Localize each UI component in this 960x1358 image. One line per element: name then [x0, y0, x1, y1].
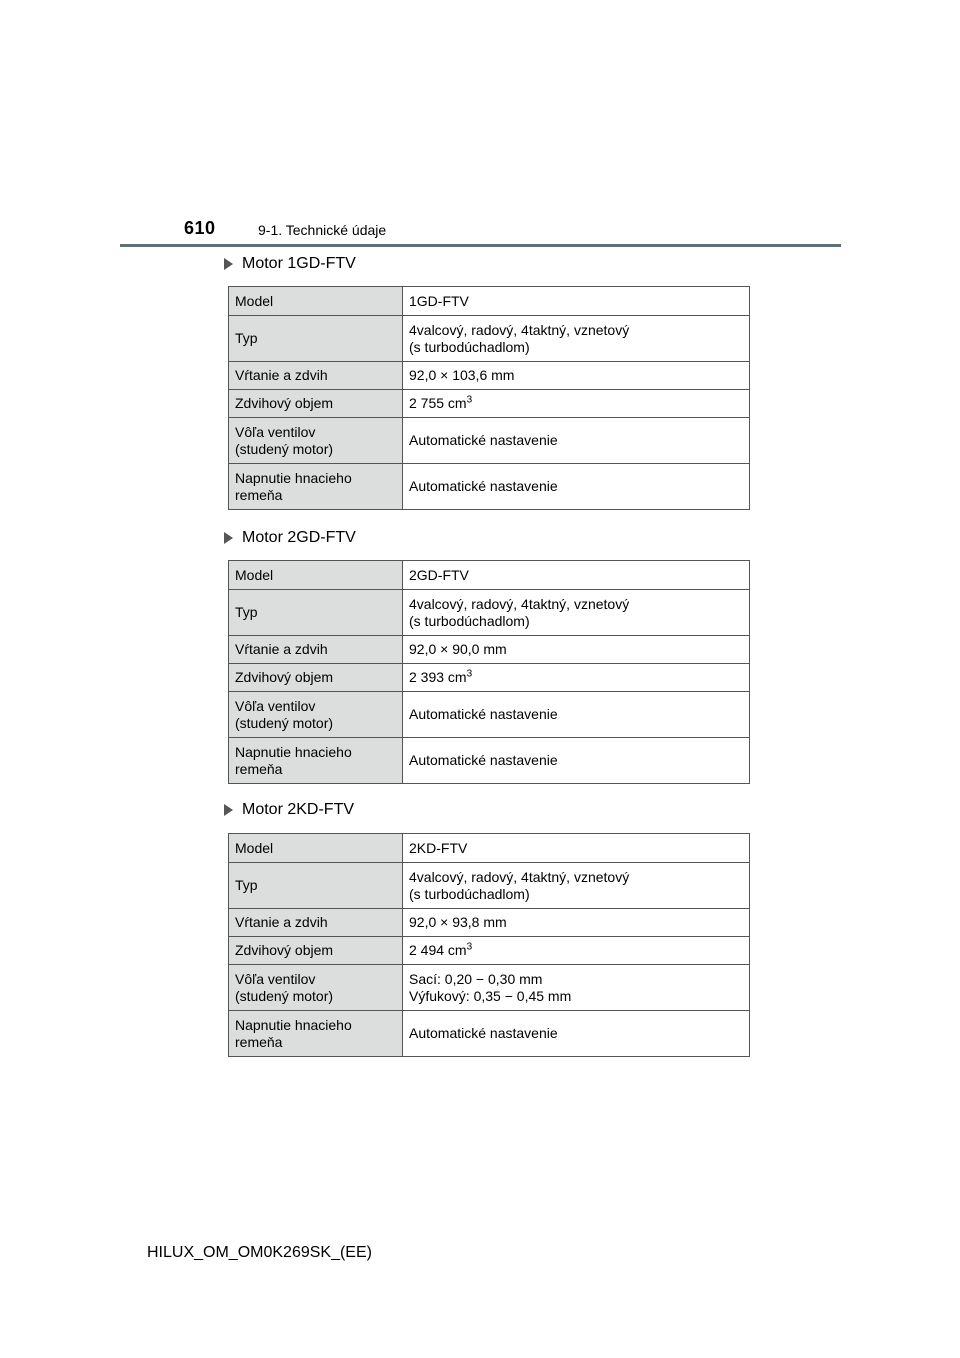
row-value [403, 287, 750, 316]
row-value [403, 316, 750, 362]
header-rule [120, 244, 841, 247]
row-value-text: Automatické nastavenie [409, 752, 558, 768]
table-row [229, 362, 750, 390]
row-value-text: 2KD-FTV [409, 839, 468, 856]
table-row [229, 965, 750, 1011]
arrow-right-icon [224, 804, 233, 816]
row-value [403, 937, 750, 965]
row-value-text: Automatické nastavenie [409, 478, 558, 494]
spec-table-1gd [228, 286, 750, 510]
table-row [229, 664, 750, 692]
engine-heading-1gd [224, 255, 356, 273]
row-key-text: Model [235, 292, 274, 309]
row-key [229, 390, 403, 418]
table-row [229, 1011, 750, 1057]
engine-heading-2gd [224, 529, 356, 547]
row-value [403, 1011, 750, 1057]
row-value [403, 418, 750, 464]
table-row [229, 834, 750, 863]
row-value [403, 692, 750, 738]
row-key-text: Model [235, 566, 274, 583]
row-value [403, 664, 750, 692]
row-key [229, 834, 403, 863]
row-key-text: Vôľa ventilov (studený motor) [235, 970, 334, 1004]
row-value-text: 2 494 cm [409, 942, 467, 958]
row-key-text: Zdvihový objem [235, 395, 334, 411]
row-value-text: 92,0 × 93,8 mm [409, 914, 507, 930]
row-value [403, 390, 750, 418]
row-key-text: Model [235, 839, 274, 856]
row-value [403, 965, 750, 1011]
row-value-text: 92,0 × 103,6 mm [409, 367, 515, 383]
arrow-right-icon [224, 258, 233, 270]
table-row [229, 418, 750, 464]
document-code: HILUX_OM_OM0K269SK_(EE) [147, 1244, 372, 1261]
row-value-text: 2GD-FTV [409, 566, 469, 583]
row-key [229, 636, 403, 664]
spec-table-2gd [228, 560, 750, 784]
row-key-text: Vŕtanie a zdvih [235, 641, 328, 657]
engine-heading-label: Motor 2KD-FTV [242, 801, 355, 818]
row-key [229, 316, 403, 362]
engine-heading-label: Motor 1GD-FTV [242, 255, 356, 272]
page-number: 610 [184, 218, 216, 238]
row-value [403, 561, 750, 590]
row-key [229, 590, 403, 636]
row-key-text: Napnutie hnacieho remeňa [235, 469, 352, 503]
row-key [229, 464, 403, 510]
table-row [229, 561, 750, 590]
arrow-right-icon [224, 532, 233, 544]
row-key-text: Typ [235, 604, 258, 620]
row-key-text: Vŕtanie a zdvih [235, 367, 328, 383]
row-key [229, 362, 403, 390]
row-key [229, 692, 403, 738]
row-key [229, 1011, 403, 1057]
table-row [229, 287, 750, 316]
row-value-text: 2 755 cm [409, 395, 467, 411]
row-key-text: Vôľa ventilov (studený motor) [235, 423, 334, 457]
row-key [229, 418, 403, 464]
table-row [229, 316, 750, 362]
row-value-text: 4valcový, radový, 4taktný, vznetový (s turbodúchadlom) [409, 868, 630, 902]
table-row [229, 909, 750, 937]
row-key [229, 863, 403, 909]
row-key-text: Vŕtanie a zdvih [235, 914, 328, 930]
row-value [403, 834, 750, 863]
table-row [229, 464, 750, 510]
table-row [229, 590, 750, 636]
table-row [229, 692, 750, 738]
unit-superscript: 3 [466, 941, 473, 953]
row-key [229, 965, 403, 1011]
spec-table-2kd [228, 833, 750, 1057]
unit-superscript: 3 [466, 668, 473, 680]
row-key-text: Napnutie hnacieho remeňa [235, 1016, 352, 1050]
row-key-text: Vôľa ventilov (studený motor) [235, 697, 334, 731]
row-key [229, 937, 403, 965]
row-key-text: Typ [235, 877, 258, 893]
row-value-text: Automatické nastavenie [409, 1025, 558, 1041]
row-value-text: 4valcový, radový, 4taktný, vznetový (s turbodúchadlom) [409, 595, 630, 629]
row-key [229, 664, 403, 692]
unit-superscript: 3 [466, 394, 473, 406]
engine-heading-label: Motor 2GD-FTV [242, 529, 356, 546]
row-value-text: 1GD-FTV [409, 292, 469, 309]
row-key [229, 287, 403, 316]
row-value [403, 590, 750, 636]
engine-heading-2kd [224, 801, 354, 819]
row-key-text: Zdvihový objem [235, 942, 334, 958]
row-value [403, 636, 750, 664]
table-row [229, 738, 750, 784]
row-key-text: Napnutie hnacieho remeňa [235, 743, 352, 777]
row-key-text: Zdvihový objem [235, 669, 334, 685]
row-key [229, 909, 403, 937]
row-key-text: Typ [235, 330, 258, 346]
row-value [403, 362, 750, 390]
row-value-text: 2 393 cm [409, 669, 467, 685]
row-value [403, 909, 750, 937]
row-key [229, 561, 403, 590]
table-row [229, 390, 750, 418]
row-value-text: Automatické nastavenie [409, 432, 558, 448]
row-value [403, 738, 750, 784]
section-title: 9-1. Technické údaje [258, 222, 387, 238]
table-row [229, 636, 750, 664]
row-value [403, 863, 750, 909]
row-value-text: Sací: 0,20 − 0,30 mm Výfukový: 0,35 − 0,45 mm [409, 970, 572, 1004]
row-value [403, 464, 750, 510]
row-value-text: 92,0 × 90,0 mm [409, 641, 507, 657]
row-value-text: Automatické nastavenie [409, 706, 558, 722]
table-row [229, 937, 750, 965]
row-key [229, 738, 403, 784]
row-value-text: 4valcový, radový, 4taktný, vznetový (s turbodúchadlom) [409, 321, 630, 355]
table-row [229, 863, 750, 909]
